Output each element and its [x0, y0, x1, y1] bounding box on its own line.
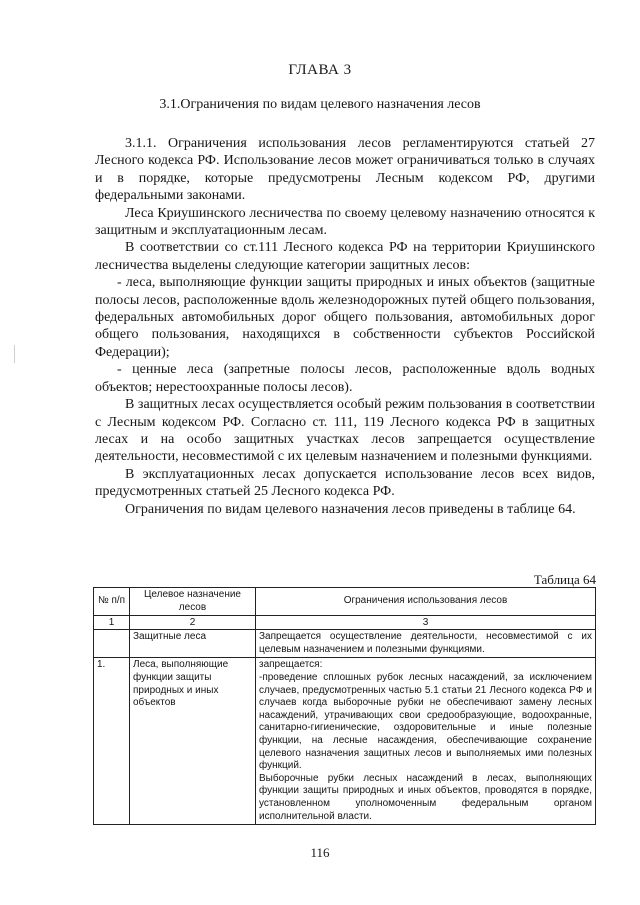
row-purpose: Защитные леса	[130, 630, 256, 658]
chapter-title: ГЛАВА 3	[288, 62, 352, 78]
table-header-row	[94, 588, 596, 616]
row-limits-text: Запрещается осуществление деятельности, несовместимой с их целевым назначением и полезными функциями.	[259, 631, 592, 655]
paragraph-forest-categories: Леса Криушинского лесничества по своему целевому назначению относятся к защитным и эксплуатационным лесам.	[95, 205, 595, 239]
page-number: 116	[310, 845, 330, 860]
paragraph-table-reference: Ограничения по видам целевого назначения лесов приведены в таблице 64.	[125, 501, 576, 517]
row-limits-text: запрещается:	[259, 659, 323, 671]
scan-artifact	[14, 345, 15, 363]
row-limits-text: -проведение сплошных рубок лесных насаждений, за исключением случаев, предусмотренных частью 5.1 статьи 21 Лесного кодекса РФ и случаев когда выборочные рубки не обеспечивают замену лесных насаждений, утрачивающих свои средообразующие, водоохранные, санитарно-гигиенические, оздоровительные и иные полезные функции, на лесные насаждения, обеспечивающие сохранение целевого назначения защитных лесов и выполняемых ими полезных функций.	[259, 671, 592, 772]
paragraph-3-1-1: 3.1.1. Ограничения использования лесов регламентируются статьей 27 Лесного кодекса РФ. Использование лесов может ограничиваться только в случаях и в порядке, которые предусмотрены Лесным кодексом РФ, другими федеральными законами.	[95, 136, 595, 204]
body-text	[95, 135, 595, 518]
table-caption: Таблица 64	[533, 572, 596, 587]
column-number-2: 2	[130, 616, 256, 630]
table-row	[94, 658, 596, 825]
paragraph-exploitation-forests: В эксплуатационных лесах допускается использование лесов всех видов, предусмотренных статьей 25 Лесного кодекса РФ.	[95, 466, 595, 500]
section-title: 3.1.Ограничения по видам целевого назначения лесов	[159, 97, 481, 112]
restrictions-table	[93, 587, 596, 825]
row-limits	[256, 658, 596, 825]
table-column-numbers-row	[94, 616, 596, 630]
column-number-3: 3	[256, 616, 596, 630]
row-number: 1.	[94, 658, 130, 825]
table-row	[94, 630, 596, 658]
row-limits-text: Выборочные рубки лесных насаждений в лесах, выполняющих функции защиты природных и иных объектов, проводятся в порядке, установленном уполномоченным федеральным органом исполнительной власти.	[259, 772, 592, 822]
row-limits	[256, 630, 596, 658]
header-number: № п/п	[94, 588, 130, 616]
row-number	[94, 630, 130, 658]
paragraph-protective-categories: В соответствии со ст.111 Лесного кодекса РФ на территории Криушинского лесничества выделены следующие категории защитных лесов:	[95, 240, 595, 273]
list-item-protection-forests: - леса, выполняющие функции защиты природных и иных объектов (защитные полосы лесов, расположенные вдоль железнодорожных путей общего пользования, федеральных автомобильных дорог общего пользования, автомобильных дорог общего пользования, находящихся в собственности субъектов Российской Федерации);	[95, 275, 595, 360]
header-limits: Ограничения использования лесов	[256, 588, 596, 616]
paragraph-protective-regime: В защитных лесах осуществляется особый режим пользования в соответствии с Лесным кодексом РФ. Согласно ст. 111, 119 Лесного кодекса РФ в защитных лесах и на особо защитных участках лесов запрещается осуществление деятельности, несовместимой с их целевым назначением и полезными функциями.	[95, 397, 595, 465]
header-purpose: Целевое назначение лесов	[130, 588, 256, 616]
row-purpose: Леса, выполняющие функции защиты природных и иных объектов	[130, 658, 256, 825]
column-number-1: 1	[94, 616, 130, 630]
list-item-valuable-forests: - ценные леса (запретные полосы лесов, расположенные вдоль водных объектов; нерестоохранные полосы лесов).	[95, 362, 595, 395]
